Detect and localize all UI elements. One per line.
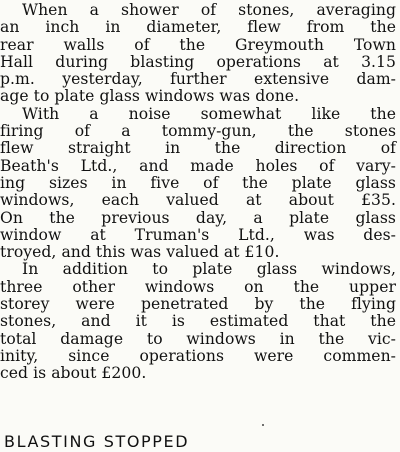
- text-line: Beath's Ltd., and made holes of vary-: [0, 157, 396, 175]
- text-line: firing of a tommy-gun, the stones: [0, 123, 396, 141]
- text-line: ing sizes in five of the plate glass: [0, 174, 396, 192]
- text-line: With a noise somewhat like the: [22, 105, 396, 123]
- text-line: windows, each valued at about £35.: [0, 192, 396, 210]
- text-line: age to plate glass windows was done.: [0, 88, 300, 106]
- print-speck: [262, 424, 264, 426]
- text-line: three other windows on the upper: [0, 278, 396, 296]
- text-line: flew straight in the direction of: [0, 140, 396, 158]
- text-line: storey were penetrated by the flying: [0, 296, 396, 314]
- text-line: an inch in diameter, flew from the: [0, 19, 396, 37]
- paragraph-1: [0, 2, 400, 106]
- text-line: When a shower of stones, averaging: [22, 2, 396, 19]
- text-line: On the previous day, a plate glass: [0, 209, 396, 227]
- section-heading: BLASTING STOPPED: [4, 432, 190, 451]
- text-line: ced is about £200.: [0, 365, 147, 383]
- text-line: Hall during blasting operations at 3.15: [0, 53, 396, 71]
- text-line: total damage to windows in the vic-: [0, 330, 396, 348]
- text-line: rear walls of the Greymouth Town: [0, 36, 396, 54]
- paragraph-2: [0, 106, 400, 262]
- text-line: troyed, and this was valued at £10.: [0, 244, 280, 262]
- text-line: window at Truman's Ltd., was des-: [0, 226, 396, 244]
- text-line: p.m. yesterday, further extensive dam-: [0, 71, 396, 89]
- text-line: stones, and it is estimated that the: [0, 313, 396, 331]
- text-line: In addition to plate glass windows,: [22, 261, 396, 279]
- paragraph-3: [0, 261, 400, 382]
- text-line: inity, since operations were commen-: [0, 347, 396, 365]
